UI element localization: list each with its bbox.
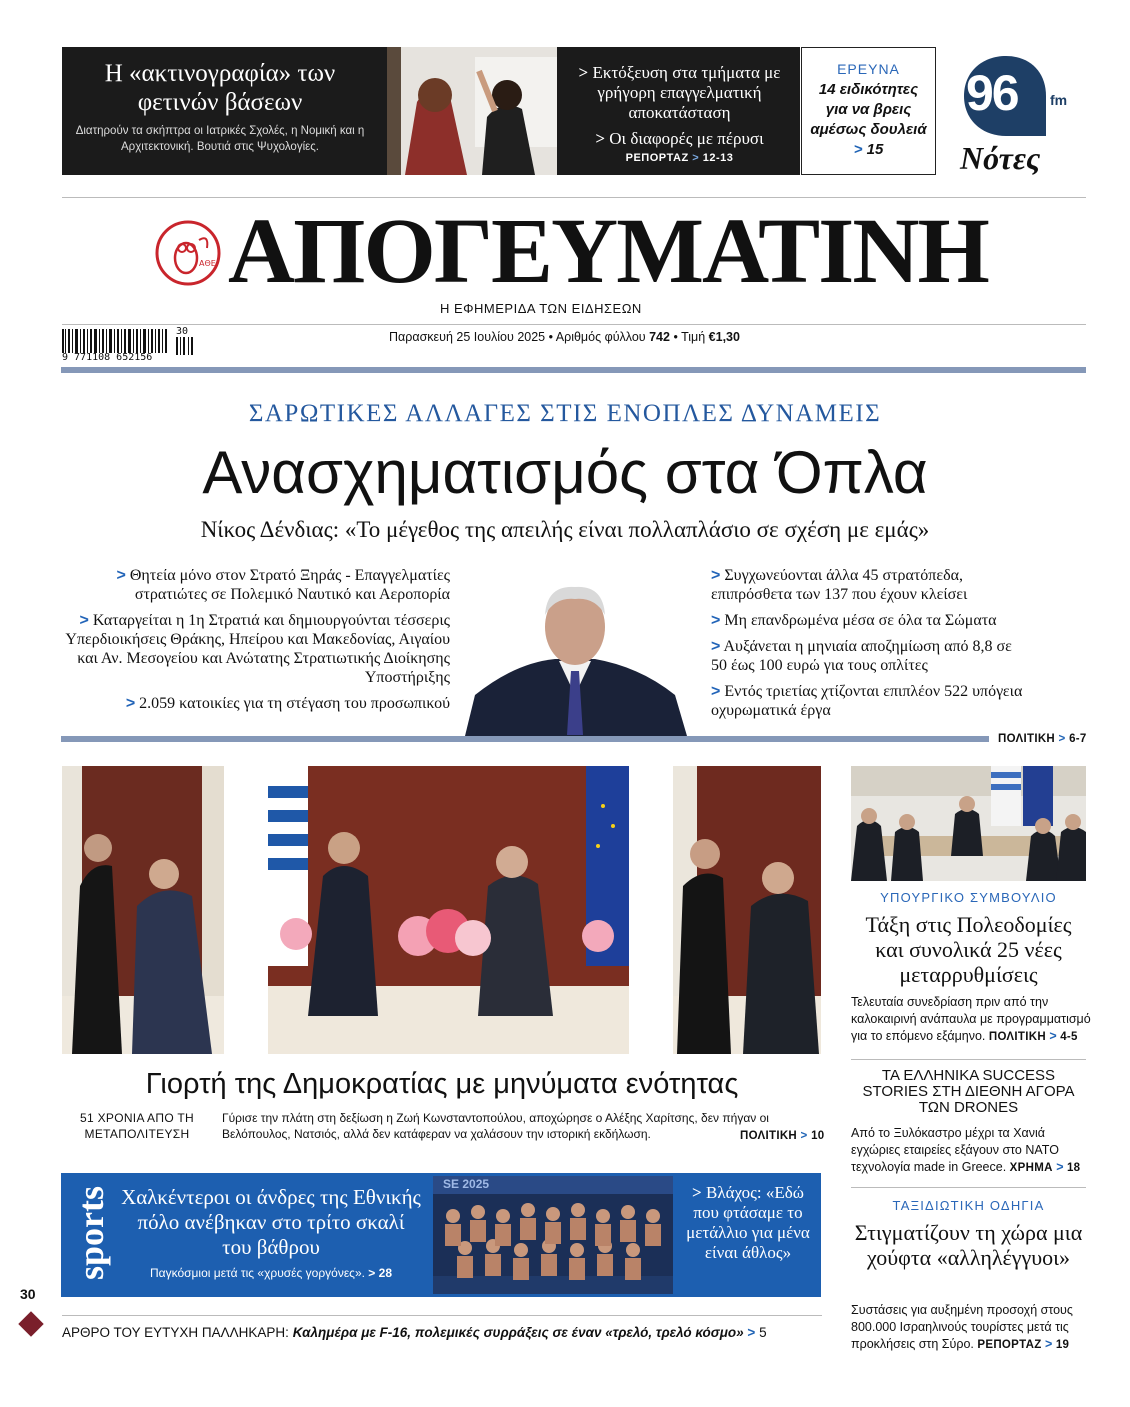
sports-sub: Παγκόσμιοι μετά τις «χρυσές γοργόνες». > 28 <box>149 1266 393 1280</box>
section-bar <box>61 736 989 742</box>
sports-headline: Χαλκέντεροι οι άνδρες της Εθνικής πόλο ανέβηκαν στο τρίτο σκαλί του βάθρου <box>121 1185 421 1259</box>
list-item: > Μη επανδρωμένα μέσα σε όλα τα Σώματα <box>711 612 997 629</box>
drones-kicker[interactable]: ΤΑ ΕΛΛΗΝΙΚΑ SUCCESS STORIES ΣΤΗ ΔΙΕΘΝΗ ΑΓΟΡΑ ΤΩΝ DRONES <box>862 1067 1075 1116</box>
travel-kicker: ΤΑΞΙΔΙΩΤΙΚΗ ΟΔΗΓΙΑ <box>892 1198 1045 1213</box>
chevron-right-icon: > <box>595 129 606 148</box>
research-box[interactable] <box>801 47 936 175</box>
cabinet-text: Τελευταία συνεδρίαση πριν από την καλοκαιρινή ανάπαυλα με προγραμματισμό για το επόμενο εξάμηνο. ΠΟΛΙΤΙΚΗ > 4-5 <box>851 995 1091 1043</box>
masthead-subtitle: Η ΕΦΗΜΕΡΙΔΑ ΤΩΝ ΕΙΔΗΣΕΩΝ <box>440 301 642 316</box>
reception-photo-left-illustration <box>62 766 224 1054</box>
divider <box>851 1187 1086 1188</box>
chevron-right-icon: > <box>116 567 126 584</box>
cabinet-meeting-photo-illustration <box>851 766 1086 881</box>
divider <box>851 1059 1086 1060</box>
cabinet-kicker: ΥΠΟΥΡΓΙΚΟ ΣΥΜΒΟΥΛΙΟ <box>880 890 1057 905</box>
banner-title: Η «ακτινογραφία» των φετινών βάσεων <box>104 60 336 116</box>
article-line[interactable]: ΑΡΘΡΟ ΤΟΥ ΕΥΤΥΧΗ ΠΑΛΛΗΚΑΡΗ: Καλημέρα με F-16, πολεμικές συρράξεις σε έναν «τρελό, τρελό κόσμο» > 5 <box>62 1325 767 1340</box>
minister-portrait-illustration <box>455 575 695 736</box>
divider <box>62 197 1086 198</box>
travel-text: Συστάσεις για αυξημένη προσοχή στους 800.000 Ισραηλινούς τουρίστες μετά τις προκλήσεις στη Σύρο. ΡΕΠΟΡΤΑΖ > 19 <box>851 1303 1073 1351</box>
radio-unit: fm <box>1050 92 1068 108</box>
lead-headline[interactable]: Ανασχηματισμός στα Όπλα <box>202 439 928 506</box>
students-photo-illustration <box>387 47 557 175</box>
democracy-section-ref[interactable]: ΠΟΛΙΤΙΚΗ > 10 <box>740 1130 825 1142</box>
banner-text: Διατηρούν τα σκήπτρα οι Ιατρικές Σχολές, η Νομική και η Αρχιτεκτονική. Βουτιά στις Ψυχολογίες. <box>75 125 365 153</box>
radio-name: Νότες <box>960 140 1041 176</box>
reception-photo-right-illustration <box>673 766 821 1054</box>
banner-photo <box>387 47 557 175</box>
banner-bullets <box>567 63 792 164</box>
chevron-right-icon: > <box>711 683 721 700</box>
photo-center <box>268 766 629 1054</box>
masthead-title: ΑΠΟΓΕΥΜΑΤΙΝΗ <box>228 200 988 303</box>
radio-logo <box>958 52 1078 182</box>
cabinet-headline[interactable]: Τάξη στις Πολεοδομίες και συνολικά 25 νέες μεταρρυθμίσεις <box>865 912 1072 987</box>
barcode-addon: 30 <box>176 326 189 337</box>
top-banner[interactable] <box>62 47 800 175</box>
list-item: > Αυξάνεται η μηνιαία αποζημίωση από 8,8 σε 50 έως 100 ευρώ για τους οπλίτες <box>711 638 1012 674</box>
lead-quote: Νίκος Δένδιας: «Το μέγεθος της απειλής είναι πολλαπλάσιο σε σχέση με εμάς» <box>200 517 930 542</box>
drones-text: Από το Ξυλόκαστρο μέχρι τα Χανιά εγχώριες εταιρείες εξάγουν στο ΝΑΤΟ τεχνολογία made in Greece. ΧΡΗΜΑ > 18 <box>851 1126 1081 1174</box>
page-number: 30 <box>20 1286 36 1302</box>
democracy-headline[interactable]: Γιορτή της Δημοκρατίας με μηνύματα ενότητας <box>145 1068 739 1100</box>
sports-label: sports <box>71 1186 111 1281</box>
polo-team-photo-illustration <box>433 1176 673 1294</box>
research-text: 14 ειδικότητες για να βρεις αμέσως δουλειά > 15 <box>810 81 927 158</box>
lead-photo <box>455 575 695 736</box>
radio-number: 96 <box>966 65 1018 121</box>
owl-coin-icon <box>155 220 221 286</box>
sports-box[interactable] <box>61 1173 821 1297</box>
lead-kicker: ΣΑΡΩΤΙΚΕΣ ΑΛΛΑΓΕΣ ΣΤΙΣ ΕΝΟΠΛΕΣ ΔΥΝΑΜΕΙΣ <box>248 400 882 427</box>
chevron-right-icon: > <box>711 567 721 584</box>
date-line: Παρασκευή 25 Ιουλίου 2025 • Αριθμός φύλλου 742 • Τιμή €1,30 <box>389 330 740 344</box>
chevron-right-icon: > <box>79 612 89 629</box>
democracy-label: 51 ΧΡΟΝΙΑ ΑΠΟ ΤΗ ΜΕΤΑΠΟΛΙΤΕΥΣΗ <box>80 1111 194 1141</box>
banner-bullet-1: > Εκτόξευση στα τμήματα με γρήγορη επαγγελματική αποκατάσταση <box>578 63 781 122</box>
travel-headline[interactable]: Στιγματίζουν τη χώρα μια χούφτα «αλληλέγγυοι» <box>854 1220 1083 1270</box>
lead-right-bullets <box>711 566 1031 720</box>
photo-right <box>673 766 821 1054</box>
list-item: > 2.059 κατοικίες για τη στέγαση του προσωπικού <box>125 695 450 712</box>
banner-bullet-2: > Οι διαφορές με πέρυσι <box>595 129 764 148</box>
masthead-bar <box>61 367 1086 373</box>
lead-section-ref[interactable]: ΠΟΛΙΤΙΚΗ > 6-7 <box>998 733 1087 745</box>
diamond-icon <box>18 1311 43 1336</box>
sports-photo-banner: SE 2025 <box>443 1177 490 1191</box>
chevron-right-icon: > <box>578 63 589 82</box>
cabinet-photo <box>851 766 1086 881</box>
banner-ref: ΡΕΠΟΡΤΑΖ > 12-13 <box>625 152 734 164</box>
chevron-right-icon: > <box>692 1183 702 1202</box>
lead-left-bullets <box>62 566 450 713</box>
list-item: > Θητεία μόνο στον Στρατό Ξηράς - Επαγγελματίες στρατιώτες σε Πολεμικό Ναυτικό και Αεροπορία <box>116 567 450 603</box>
divider <box>62 1315 822 1316</box>
research-kicker: ΕΡΕΥΝΑ <box>837 61 900 77</box>
list-item: > Καταργείται η 1η Στρατιά και δημιουργούνται τέσσερις Υπερδιοικήσεις Θράκης, Ηπείρου και Μακεδονίας, Αιγαίου και Αν. Μεσογείου και Ανώτατης Στρατιωτικής Διοίκησης Υποστήριξης <box>65 612 450 686</box>
sports-photo <box>433 1176 673 1294</box>
owl-logo <box>155 220 221 286</box>
sports-quote: > Βλάχος: «Εδώ που φτάσαμε το μετάλλιο για μένα είναι άθλος» <box>686 1183 810 1262</box>
democracy-text: Γύρισε την πλάτη στη δεξίωση η Ζωή Κωνσταντοπούλου, αποχώρησε ο Αλέξης Χαρίτσης, δεν πήγαν οι Βελόπουλος, Νατσιός, αλλά δεν κατάφεραν να χαλάσουν την ιστορική εκδήλωση. <box>222 1111 769 1141</box>
list-item: > Εντός τριετίας χτίζονται επιπλέον 522 υπόγεια οχυρωματικά έργα <box>711 683 1023 719</box>
reception-photo-center-illustration <box>268 766 629 1054</box>
chevron-right-icon: > <box>711 612 721 629</box>
banner-story <box>70 59 370 155</box>
barcode-number: 9 771108 652156 <box>62 352 153 363</box>
chevron-right-icon: > <box>711 638 721 655</box>
list-item: > Συγχωνεύονται άλλα 45 στρατόπεδα, επιπρόσθετα των 137 που έχουν κλείσει <box>711 567 968 603</box>
divider <box>62 324 1086 325</box>
photo-left <box>62 766 224 1054</box>
svg-text:ΑΘΕ: ΑΘΕ <box>199 259 216 268</box>
chevron-right-icon: > <box>125 695 136 712</box>
barcode <box>62 326 197 363</box>
